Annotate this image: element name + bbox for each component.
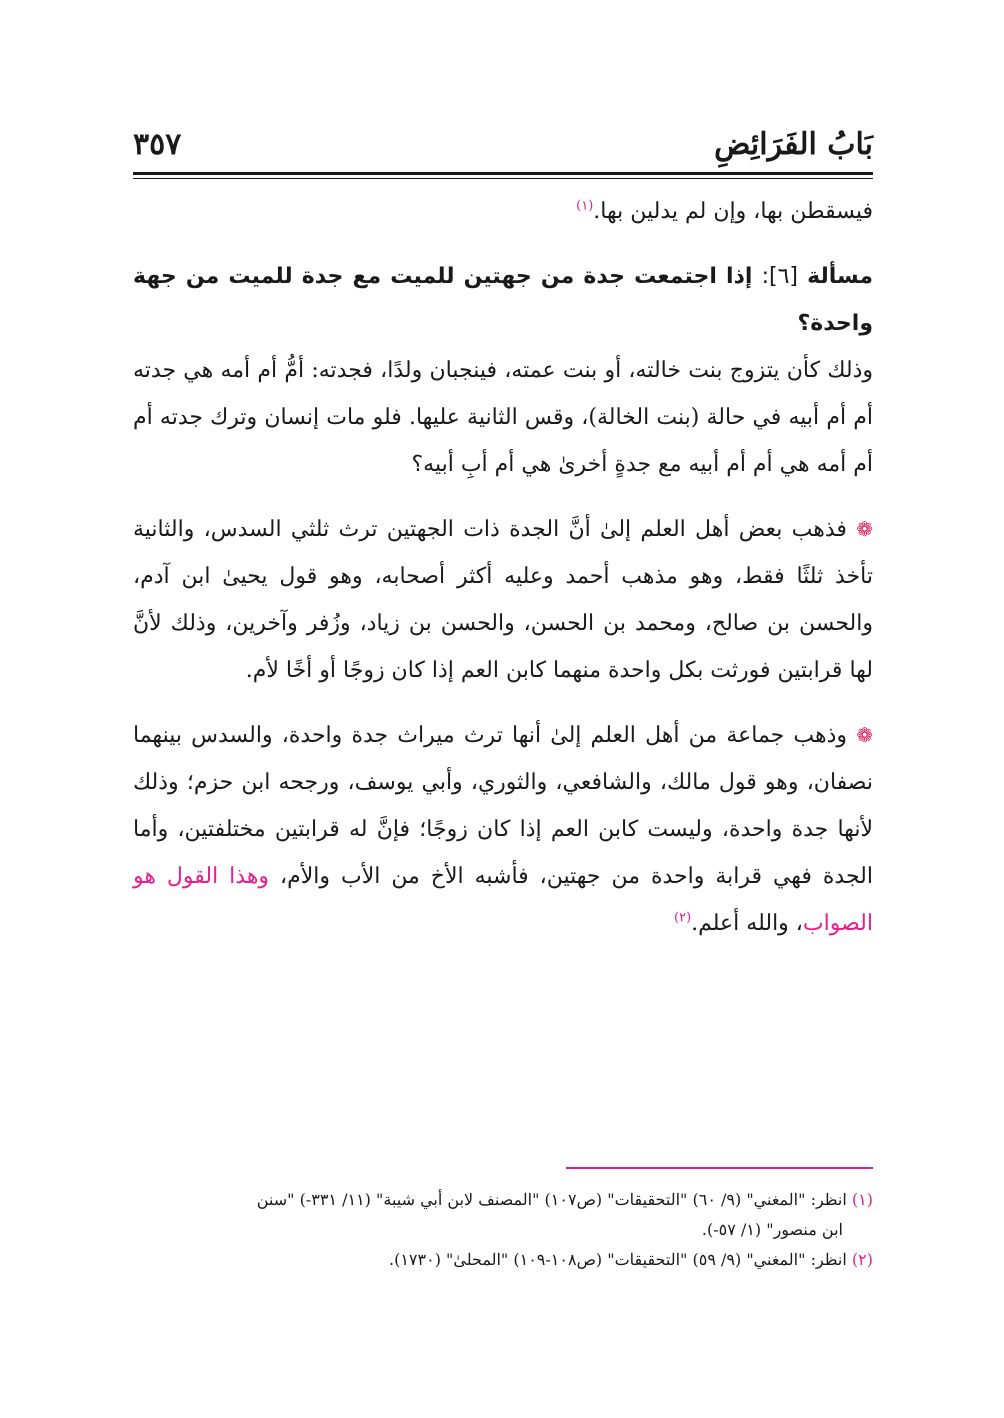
footnote-2: (٢) انظر: "المغني" (٩/ ٥٩) "التحقيقات" (ص١٠٨-١٠٩) "المحلیٰ" (١٧٣٠).	[388, 1250, 873, 1269]
issue-title: إذا اجتمعت جدة من جهتين للميت مع جدة للميت من جهة واحدة؟	[133, 264, 873, 336]
paragraph-opinion-2: ❁ وذهب جماعة من أهل العلم إلىٰ أنها ترث ميراث جدة واحدة، والسدس بينهما نصفان، وهو قول مالك، والشافعي، والثوري، وأبي يوسف، ورجحه ابن حزم؛ وذلك لأنها جدة واحدة، وليست كابن العم إذا كان زوجًا؛ فإنَّ له قرابتين مختلفتين، وأما الجدة فهي قرابة واحدة من جهتين، فأشبه الأخ من الأب والأم، وهذا القول هو الصواب، والله أعلم.$^{(٢)}$	[133, 723, 873, 936]
main-text	[133, 188, 873, 947]
flower-ornament-icon: ❁	[856, 517, 873, 541]
flower-ornament-icon: ❁	[856, 723, 873, 747]
footnote-ref-1[interactable]: (١)	[576, 198, 594, 214]
issue-number: [٦]:	[761, 264, 798, 289]
issue-heading	[133, 253, 873, 347]
opening-line: فيسقطن بها، وإن لم يدلين بها.$^{(١)}$	[576, 198, 873, 224]
paragraph-opinion-1: ❁ فذهب بعض أهل العلم إلىٰ أنَّ الجدة ذات الجهتين ترث ثلثي السدس، والثانية تأخذ ثلثًا فقط، وهو مذهب أحمد وعليه أكثر أصحابه، وهو قول يحيىٰ ابن آدم، والحسن بن صالح، ومحمد بن الحسن، والحسن بن زياد، وزُفر وآخرين، وذلك لأنَّ لها قرابتين فورثت بكل واحدة منهما كابن العم إذا كان زوجًا أو أخًا لأم.	[133, 517, 873, 683]
header-rule-thin	[133, 178, 873, 179]
footnote-1: (١) انظر: "المغني" (٩/ ٦٠) "التحقيقات" (ص١٠٧) "المصنف لابن أبي شيبة" (١١/ ٣٣١-) "سنن	[256, 1190, 873, 1209]
chapter-title: بَابُ الفَرَائِضِ	[714, 126, 873, 162]
page-number: ٣٥٧	[133, 126, 182, 162]
paragraph-example: وذلك كأن يتزوج بنت خالته، أو بنت عمته، فينجبان ولدًا، فجدته: أمُّ أم أمه هي جدته أم أم أبيه في حالة (بنت الخالة)، وقس الثانية عليها. فلو مات إنسان وترك جدته أم أم أمه هي أم أم أبيه مع جدةٍ أخرىٰ هي أم أبِ أبيه؟	[133, 358, 873, 477]
issue-label: مسألة	[807, 264, 874, 289]
footnotes	[133, 1185, 873, 1275]
footnote-ref-2[interactable]: (٢)	[674, 910, 692, 926]
page-header	[133, 118, 873, 170]
footnote-1-continuation: ابن منصور" (١/ ٥٧-).	[701, 1220, 843, 1239]
footnote-1-number: (١)	[851, 1190, 873, 1209]
footnote-2-number: (٢)	[851, 1250, 873, 1269]
header-rule-thick	[133, 172, 873, 175]
footnote-separator	[566, 1167, 873, 1169]
preferred-opinion-highlight: وهذا القول هو الصواب	[133, 864, 873, 936]
